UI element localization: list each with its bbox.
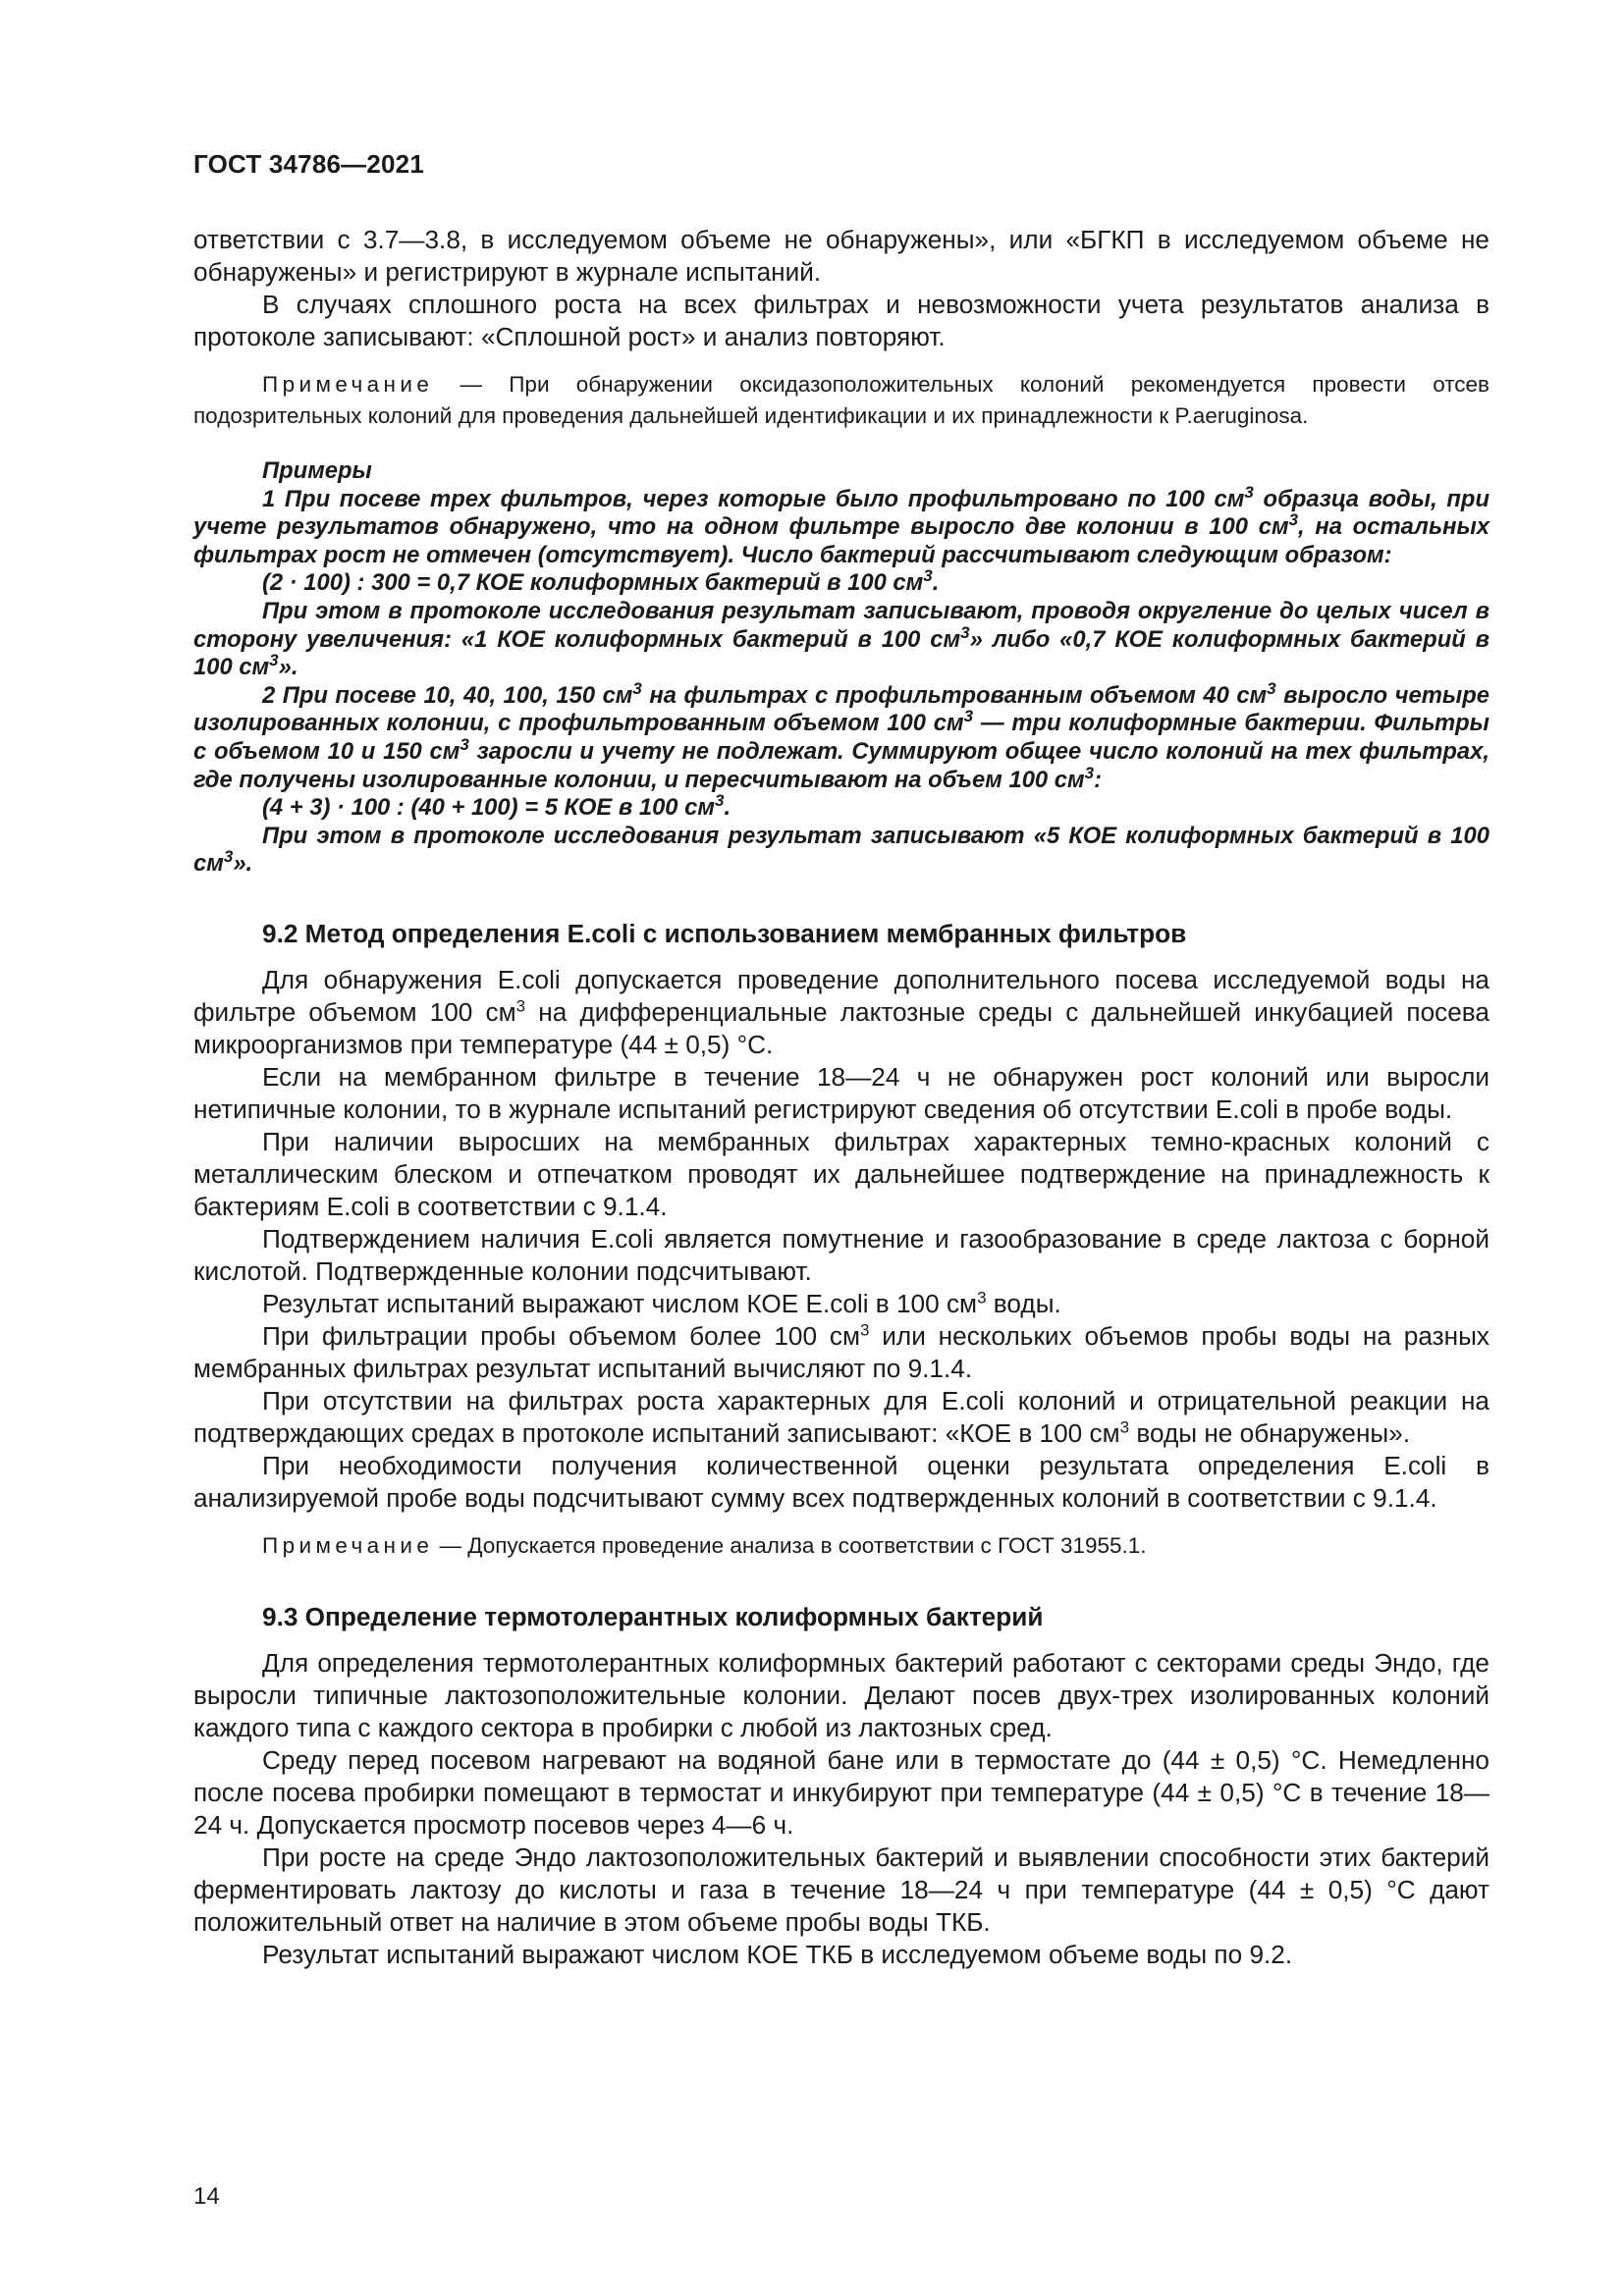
paragraph: При необходимости получения количественной оценки результата определения E.coli в анализируемой пробе воды подсчитывают сумму всех подтвержденных колоний в соответствии с 9.1.4.: [193, 1450, 1489, 1513]
paragraph: При фильтрации пробы объемом более 100 $см^3$ или нескольких объемов пробы воды на разных мембранных фильтрах результат испытаний вычисляют по 9.1.4.: [193, 1320, 1489, 1383]
formula-1: (2 · 100) : 300 = 0,7 КОЕ колиформных бактерий в 100 $см^3$.: [262, 566, 940, 597]
section-heading-9-3: 9.3 Определение термотолерантных колиформных бактерий: [262, 1601, 1044, 1631]
note-label: Примечание: [262, 1532, 434, 1558]
note-label: Примечание: [262, 372, 434, 397]
page-number: 14: [193, 2183, 220, 2210]
example-2-result: При этом в протоколе исследования результат записывают «5 КОЕ колиформных бактерий в 100 $см^3$».: [193, 822, 1489, 878]
paragraph: Среду перед посевом нагревают на водяной бане или в термостате до (44 ± 0,5) °С. Немедленно после посева пробирки помещают в термостат и инкубируют при температуре (44 ± 0,5) °С в течение 18—24 ч. Допускается просмотр посевов через 4—6 ч.: [193, 1744, 1489, 1840]
paragraph: Для обнаружения E.coli допускается проведение дополнительного посева исследуемой воды на фильтре объемом 100 $см^3$ на дифференциальные лактозные среды с дальнейшей инкубацией посева микроорганизмов при температуре (44 ± 0,5) °С.: [193, 964, 1489, 1059]
paragraph: Результат испытаний выражают числом КОЕ E.coli в 100 $см^3$ воды.: [262, 1288, 1061, 1318]
paragraph: Подтверждением наличия E.coli является помутнение и газообразование в среде лактоза с борной кислотой. Подтвержденные колонии подсчитывают.: [193, 1223, 1489, 1286]
paragraph: ответствии с 3.7—3.8, в исследуемом объеме не обнаружены», или «БГКП в исследуемом объеме не обнаружены» и регистрируют в журнале испытаний.: [193, 225, 1489, 287]
examples-title: Примеры: [262, 457, 372, 484]
paragraph: Если на мембранном фильтре в течение 18—24 ч не обнаружен рост колоний или выросли нетипичные колонии, то в журнале испытаний регистрируют сведения об отсутствии E.coli в пробе воды.: [193, 1061, 1489, 1124]
examples-block: [193, 457, 1489, 879]
formula-2: (4 + 3) · 100 : (40 + 100) = 5 КОЕ в 100 $см^3$.: [262, 791, 731, 822]
paragraph: В случаях сплошного роста на всех фильтрах и невозможности учета результатов анализа в протоколе записывают: «Сплошной рост» и анализ повторяют.: [193, 290, 1489, 351]
paragraph: Для определения термотолерантных колиформных бактерий работают с секторами среды Эндо, где выросли типичные лактозоположительные колонии. Делают посев двух-трех изолированных колоний каждого типа с каждого сектора в пробирки с любой из лактозных сред.: [193, 1647, 1489, 1742]
document-header: ГОСТ 34786—2021: [193, 149, 424, 179]
note-text: — Допускается проведение анализа в соответствии с ГОСТ 31955.1.: [433, 1532, 1147, 1558]
paragraph: При отсутствии на фильтрах роста характерных для E.coli колоний и отрицательной реакции на подтверждающих средах в протоколе испытаний записывают: «КОЕ в 100 $см^3$ воды не обнаружены».: [193, 1385, 1489, 1448]
example-1-result: При этом в протоколе исследования результат записывают, проводя округление до целых чисел в сторону увеличения: «1 КОЕ колиформных бактерий в 100 $см^3$» либо «0,7 КОЕ колиформных бактерий в 100 $см^3$».: [193, 597, 1490, 681]
paragraph: При наличии выросших на мембранных фильтрах характерных темно-красных колоний с металлическим блеском и отпечатком проводят их дальнейшее подтверждение на принадлежность к бактериям E.coli в соответствии с 9.1.4.: [193, 1126, 1489, 1221]
document-body: [193, 224, 1489, 1971]
example-1: 1 При посеве трех фильтров, через которые было профильтровано по 100 $см^3$ образца воды, при учете результатов обнаружено, что на одном фильтре выросло две колонии в 100 $см^3$, на остальных фильтрах рост не отмечен (отсутствует). Число бактерий рассчитывают следующим образом:: [193, 482, 1489, 568]
note: [193, 1530, 1489, 1562]
note-text: — При обнаружении оксидазоположительных колоний рекомендуется провести отсев подозрительных колоний для проведения дальнейшей идентификации и их принадлежности к P.aeruginosa.: [193, 372, 1489, 428]
example-2: 2 При посеве 10, 40, 100, 150 $см^3$ на фильтрах с профильтрованным объемом 40 $см^3$ выросло четыре изолированных колонии, с профильтрованным объемом 100 $см^3$ — три колиформные бактерии. Фильтры с объемом 10 и 150 $см^3$ заросли и учету не подлежат. Суммируют общее число колоний на тех фильтрах, где получены изолированные колонии, и пересчитывают на объем 100 $см^3$:: [193, 678, 1489, 793]
paragraph: При росте на среде Эндо лактозоположительных бактерий и выявлении способности этих бактерий ферментировать лактозу до кислоты и газа в течение 18—24 ч при температуре (44 ± 0,5) °С дают положительный ответ на наличие в этом объеме пробы воды ТКБ.: [193, 1842, 1489, 1937]
section-heading-9-2: 9.2 Метод определения E.coli с использованием мембранных фильтров: [262, 918, 1187, 948]
note: [193, 369, 1489, 432]
paragraph: Результат испытаний выражают числом КОЕ ТКБ в исследуемом объеме воды по 9.2.: [262, 1939, 1293, 1969]
